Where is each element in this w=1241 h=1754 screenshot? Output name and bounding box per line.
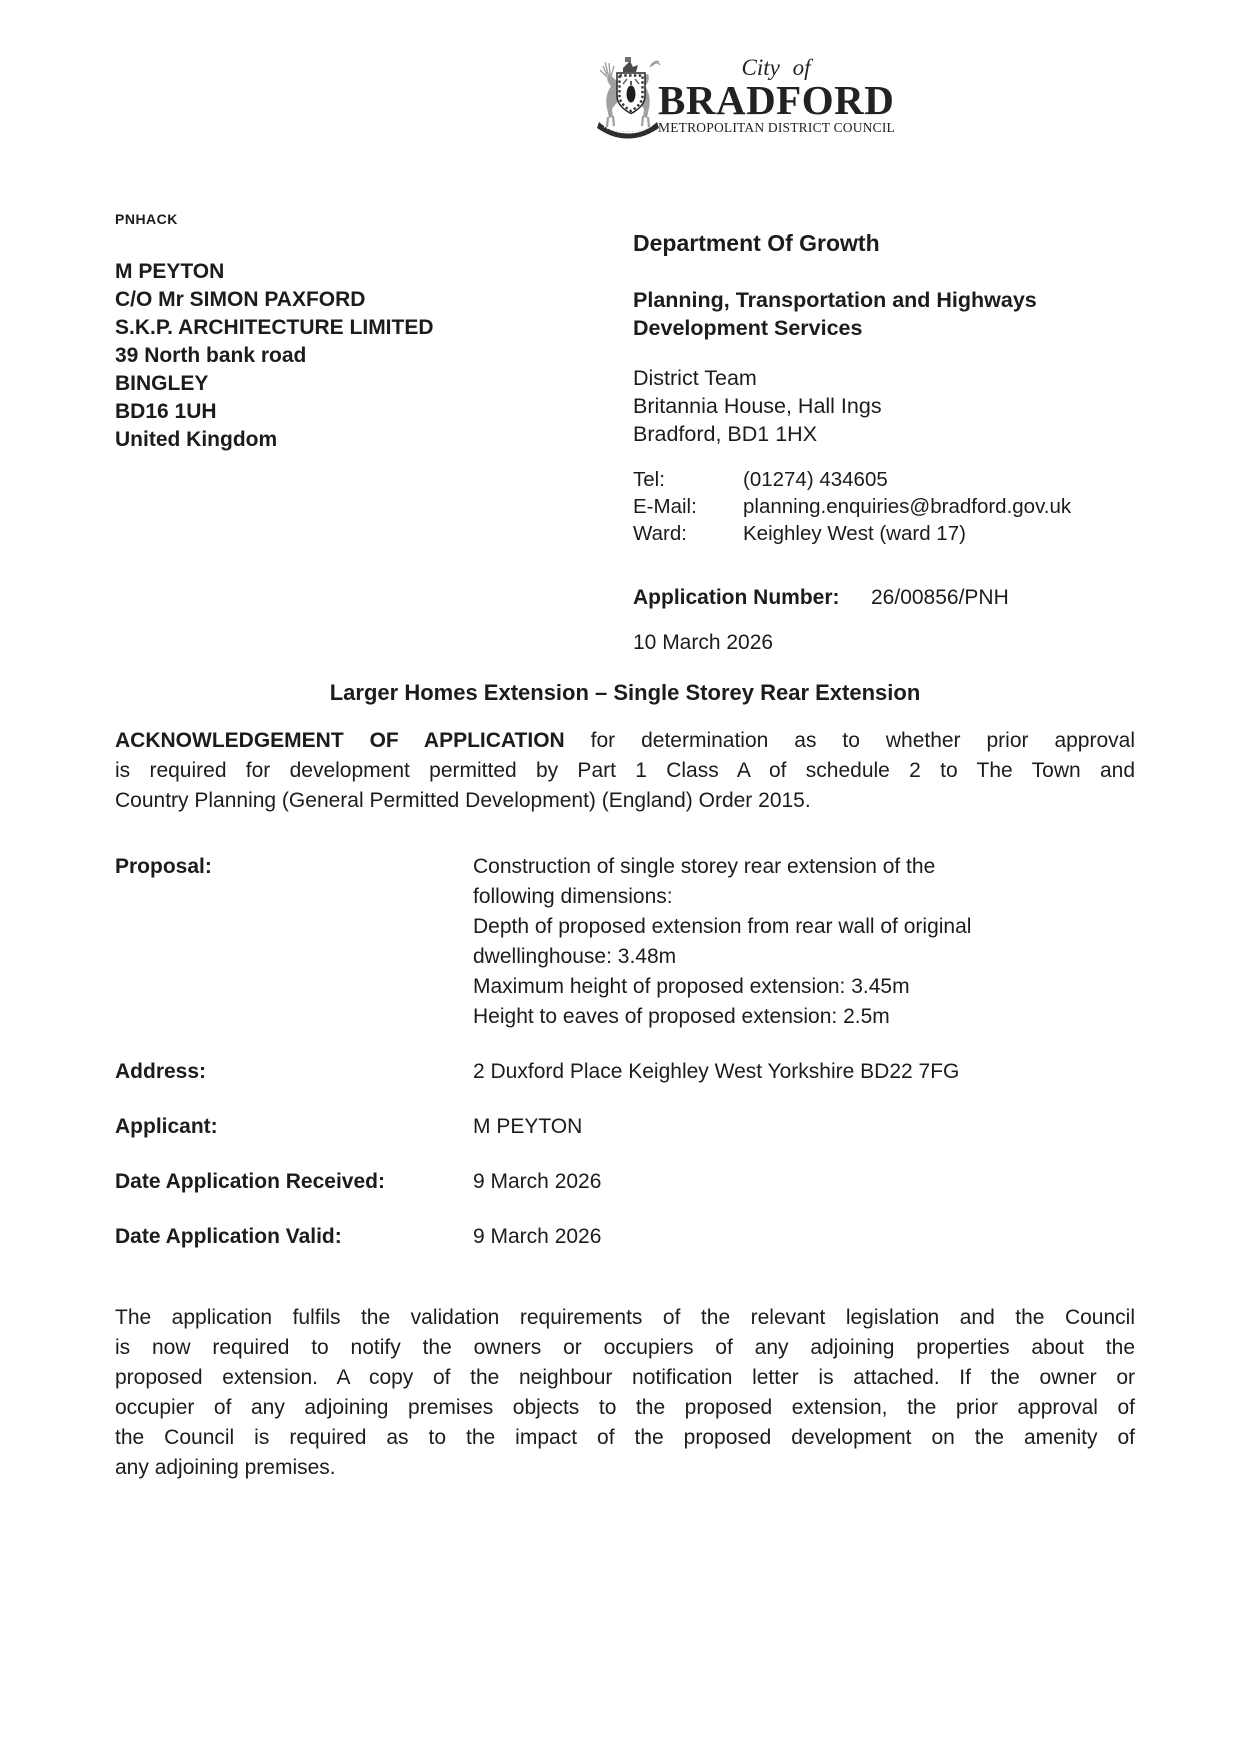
field-row-date-valid	[115, 1222, 1135, 1252]
email-label: E-Mail:	[633, 495, 697, 518]
contact-row-email	[633, 493, 1113, 520]
service-line: Planning, Transportation and Highways	[633, 288, 1037, 312]
tel-label: Tel:	[633, 468, 665, 491]
field-row-applicant	[115, 1112, 1135, 1142]
department-address-line: Britannia House, Hall Ings	[633, 394, 882, 418]
address-label: Address:	[115, 1060, 207, 1083]
field-row-proposal	[115, 852, 1135, 1032]
tel-value: (01274) 434605	[743, 468, 888, 491]
recipient-line: 39 North bank road	[115, 344, 307, 367]
closing-line: is now required to notify the owners or occupiers of any adjoining properties about the	[115, 1336, 1135, 1359]
acknowledgement-line: Country Planning (General Permitted Development) (England) Order 2015.	[115, 789, 811, 812]
closing-line: The application fulfils the validation requirements of the relevant legislation and the Council	[115, 1306, 1135, 1329]
department-title: Department Of Growth	[633, 230, 880, 256]
application-number-label: Application Number:	[633, 586, 840, 609]
letterhead-subtitle: METROPOLITAN DISTRICT COUNCIL	[658, 120, 895, 135]
acknowledgement-bold-lead: ACKNOWLEDGEMENT OF APPLICATION	[115, 729, 565, 752]
closing-paragraph	[115, 1303, 1135, 1483]
closing-line: proposed extension. A copy of the neighbour notification letter is attached. If the owner or	[115, 1366, 1135, 1389]
applicant-label: Applicant:	[115, 1115, 218, 1138]
service-line: Development Services	[633, 316, 863, 340]
email-value: planning.enquiries@bradford.gov.uk	[743, 495, 1072, 518]
acknowledgement-line	[115, 726, 1135, 756]
recipient-line: BD16 1UH	[115, 400, 217, 423]
date-valid-label: Date Application Valid:	[115, 1225, 342, 1248]
closing-line: occupier of any adjoining premises objects to the proposed extension, the prior approval of	[115, 1396, 1135, 1419]
recipient-code: PNHACK	[115, 211, 178, 227]
recipient-line: S.K.P. ARCHITECTURE LIMITED	[115, 316, 434, 339]
acknowledgement-line1-rest: for determination as to whether prior approval	[564, 729, 1136, 752]
closing-line: any adjoining premises.	[115, 1456, 336, 1479]
proposal-value	[473, 852, 1135, 1032]
date-valid-value: 9 March 2026	[473, 1225, 602, 1248]
department-address-line: District Team	[633, 366, 757, 390]
acknowledgement-line: is required for development permitted by Part 1 Class A of schedule 2 to The Town and	[115, 759, 1135, 782]
proposal-value-line: Maximum height of proposed extension: 3.45m	[473, 975, 910, 998]
field-row-address	[115, 1057, 1135, 1087]
letterhead	[658, 56, 894, 136]
date-received-value: 9 March 2026	[473, 1170, 602, 1193]
contact-row-ward	[633, 520, 1113, 547]
department-address	[633, 364, 1113, 448]
field-row-date-received	[115, 1167, 1135, 1197]
closing-line: the Council is required as to the impact of the proposed development on the amenity of	[115, 1426, 1135, 1449]
contact-row-tel	[633, 466, 1113, 493]
application-fields	[115, 852, 1135, 1277]
address-value: 2 Duxford Place Keighley West Yorkshire BD22 7FG	[473, 1060, 960, 1083]
recipient-line: M PEYTON	[115, 260, 225, 283]
subject-line: Larger Homes Extension – Single Storey Rear Extension	[329, 680, 921, 705]
recipient-line: C/O Mr SIMON PAXFORD	[115, 288, 366, 311]
acknowledgement-paragraph	[115, 726, 1135, 816]
proposal-value-line: Depth of proposed extension from rear wall of original	[473, 915, 972, 938]
letterhead-council-name: BRADFORD	[658, 77, 895, 123]
proposal-label: Proposal:	[115, 855, 212, 878]
ward-value: Keighley West (ward 17)	[743, 522, 966, 545]
recipient-line: BINGLEY	[115, 372, 209, 395]
proposal-value-line: following dimensions:	[473, 885, 673, 908]
ward-label: Ward:	[633, 522, 687, 545]
application-number-row	[633, 583, 1113, 613]
proposal-value-line: dwellinghouse: 3.48m	[473, 945, 677, 968]
bradford-coat-of-arms-icon	[593, 54, 663, 140]
contact-list	[633, 466, 1113, 547]
recipient-address-block	[115, 258, 434, 454]
application-number-value: 26/00856/PNH	[871, 586, 1009, 609]
applicant-value: M PEYTON	[473, 1115, 583, 1138]
recipient-line: United Kingdom	[115, 428, 278, 451]
proposal-value-line: Height to eaves of proposed extension: 2.5m	[473, 1005, 890, 1028]
department-service	[633, 286, 1113, 342]
letter-date: 10 March 2026	[633, 631, 774, 654]
letterhead-city-of: City of	[741, 55, 811, 80]
department-address-line: Bradford, BD1 1HX	[633, 422, 818, 446]
department-block	[633, 228, 1113, 658]
date-received-label: Date Application Received:	[115, 1170, 385, 1193]
proposal-value-line: Construction of single storey rear extension of the	[473, 855, 936, 878]
